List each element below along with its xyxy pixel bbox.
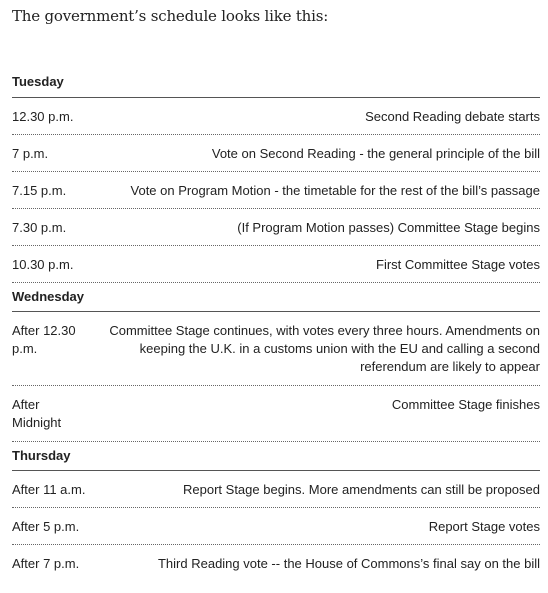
row-time: After 11 a.m. <box>12 482 86 497</box>
row-time: After Midnight <box>12 397 62 430</box>
row-time: After 5 p.m. <box>12 519 80 534</box>
table-row <box>12 246 540 283</box>
row-event: Third Reading vote -- the House of Commons’s final say on the bill <box>157 556 540 571</box>
schedule-table <box>12 67 540 582</box>
day-heading-thursday: Thursday <box>12 442 540 471</box>
row-time: 7.15 p.m. <box>12 183 67 198</box>
row-event: Committee Stage continues, with votes every three hours. Amendments on keeping the U.K. in a customs union with the EU and calling a second referendum are likely to appear <box>109 323 540 374</box>
table-row <box>12 312 540 386</box>
table-row <box>12 98 540 135</box>
row-time: After 7 p.m. <box>12 556 80 571</box>
row-time: 7 p.m. <box>12 146 49 161</box>
row-event: Committee Stage finishes <box>391 397 540 412</box>
table-row <box>12 209 540 246</box>
row-event: Vote on Program Motion - the timetable for the rest of the bill’s passage <box>130 183 540 198</box>
row-event: Vote on Second Reading - the general principle of the bill <box>211 146 540 161</box>
table-row <box>12 508 540 545</box>
table-row <box>12 386 540 442</box>
row-time: After 12.30 p.m. <box>12 323 76 356</box>
intro-text: The government’s schedule looks like this: <box>12 7 329 25</box>
row-event: (If Program Motion passes) Committee Stage begins <box>237 220 540 235</box>
row-event: Report Stage begins. More amendments can still be proposed <box>183 482 540 497</box>
row-time: 10.30 p.m. <box>12 257 74 272</box>
table-row <box>12 471 540 508</box>
row-event: Second Reading debate starts <box>365 109 540 124</box>
row-event: First Committee Stage votes <box>376 257 540 272</box>
table-row <box>12 135 540 172</box>
table-row <box>12 545 540 582</box>
day-heading-tuesday: Tuesday <box>12 67 540 98</box>
row-time: 7.30 p.m. <box>12 220 67 235</box>
day-heading-wednesday: Wednesday <box>12 283 540 312</box>
table-row <box>12 172 540 209</box>
row-time: 12.30 p.m. <box>12 109 74 124</box>
page <box>12 0 540 582</box>
row-event: Report Stage votes <box>428 519 540 534</box>
